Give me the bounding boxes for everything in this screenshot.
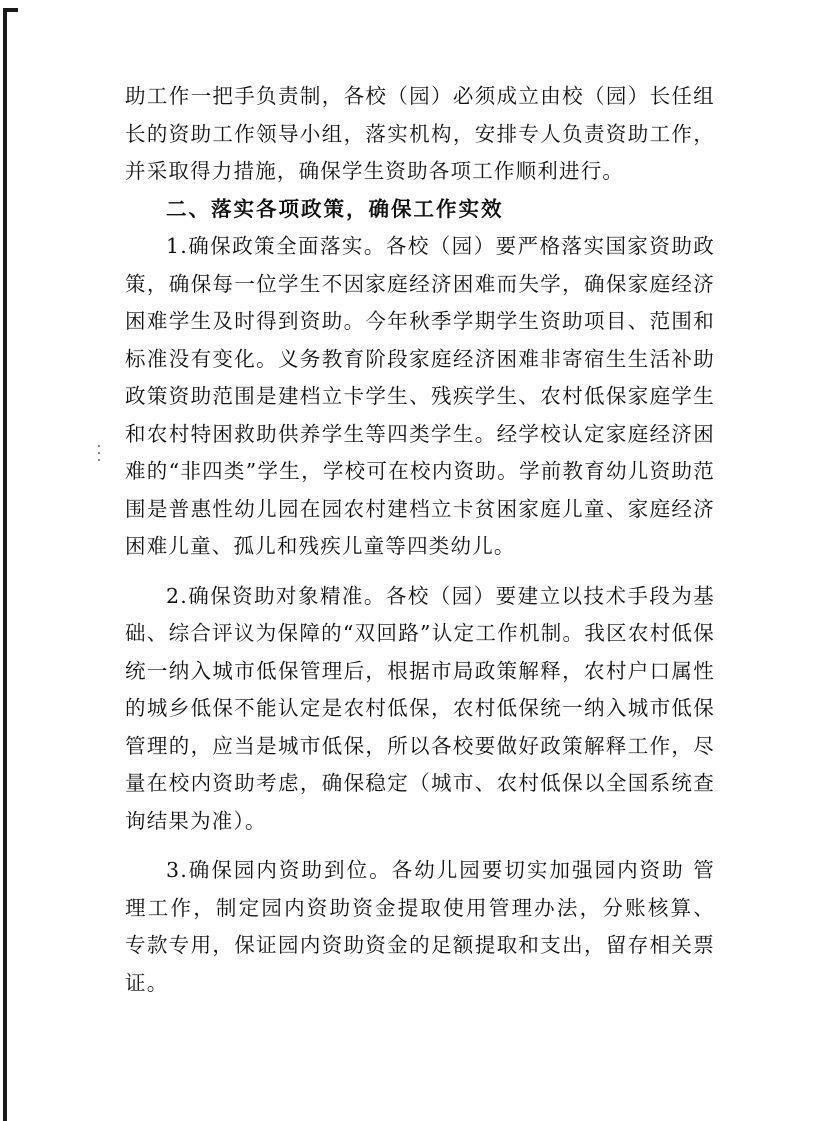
speck xyxy=(98,445,100,447)
speck xyxy=(98,452,100,454)
scan-border-vertical xyxy=(3,8,7,1121)
paragraph-kindergarten-aid: 3.确保园内资助到位。各幼儿园要切实加强园内资助 管理工作，制定园内资助资金提取使用管理办法，分账核算、 专款专用，保证园内资助资金的足额提取和支出，留存相关票证。 xyxy=(125,858,715,995)
section-heading: 二、落实各项政策，确保工作实效 xyxy=(166,196,504,221)
intro-paragraph: 助工作一把手负责制，各校（园）必须成立由校（园）长任组长的资助工作领导小组，落实机构，安排专人负责资助工作，并采取得力措施，确保学生资助各项工作顺利进行。 xyxy=(125,84,715,183)
paragraph-policy-implementation: 1.确保政策全面落实。各校（园）要严格落实国家资助政策，确保每一位学生不因家庭经济困难而失学，确保家庭经济困难学生及时得到资助。今年秋季学期学生资助项目、范围和标准没有变化。义务教育阶段家庭经济困难非寄宿生生活补助政策资助范围是建档立卡学生、残疾学生、农村低保家庭学生和农村特困救助供养学生等四类学生。经学校认定家庭经济困难的“非四类”学生，学校可在校内资助。学前教育幼儿资助范围是普惠性幼儿园在园农村建档立卡贫困家庭儿童、家庭经济困难儿童、孤儿和残疾儿童等四类幼儿。 xyxy=(125,234,715,558)
scan-speckles xyxy=(98,445,104,475)
document-page xyxy=(125,78,715,1002)
speck xyxy=(98,459,100,461)
paragraph-target-accuracy: 2.确保资助对象精准。各校（园）要建立以技术手段为基础、综合评议为保障的“双回路”认定工作机制。我区农村低保统一纳入城市低保管理后，根据市局政策解释，农村户口属性的城乡低保不能认定是农村低保，农村低保统一纳入城市低保管理的，应当是城市低保，所以各校要做好政策解释工作，尽量在校内资助考虑，确保稳定（城市、农村低保以全国系统查询结果为准）。 xyxy=(125,583,715,833)
scan-border-edge xyxy=(0,0,18,1121)
scan-border-horizontal xyxy=(3,8,18,12)
